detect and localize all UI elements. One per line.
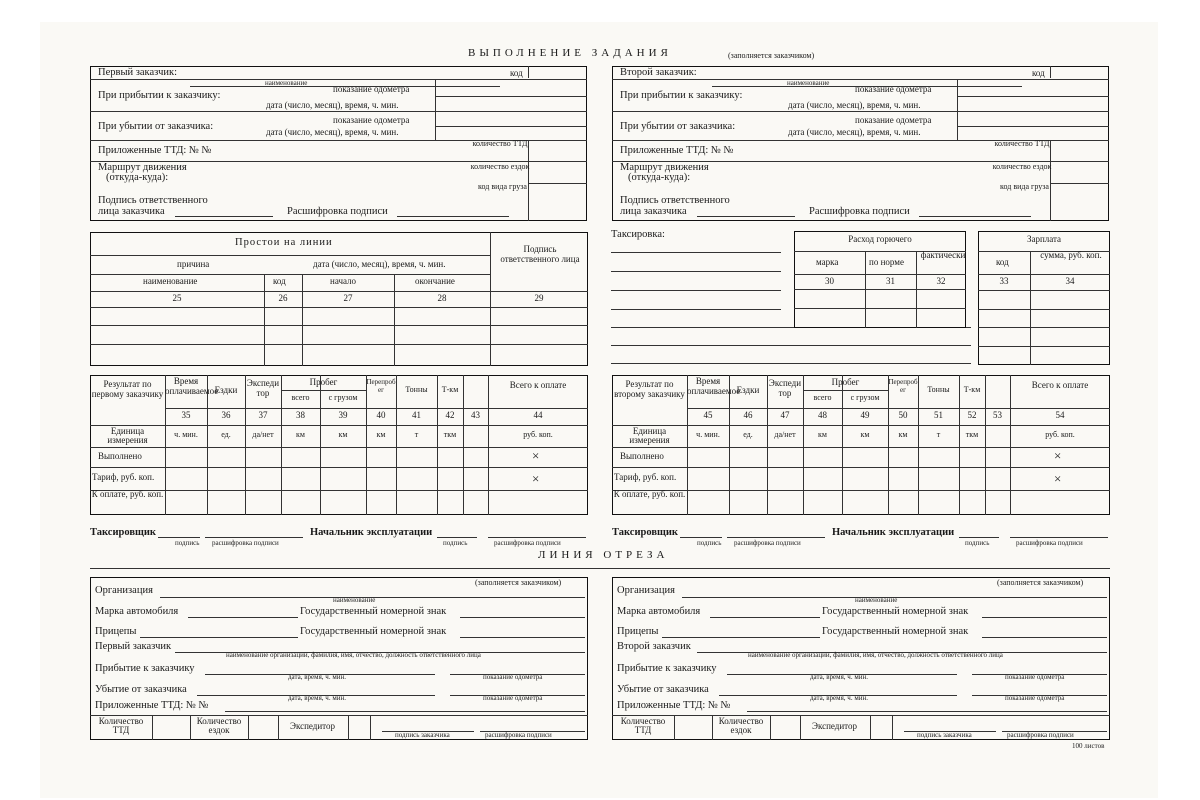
taxer-decode-input[interactable] bbox=[727, 527, 825, 538]
label-results-tons-72: Тонны bbox=[405, 385, 428, 394]
label-results-units-7-93: ткм bbox=[443, 430, 457, 439]
label-customer_left-trips_qty_label-33: количество ездок bbox=[992, 162, 1052, 171]
rule-line bbox=[528, 183, 587, 184]
label-coupon_left-decode-171: расшифровка подписи bbox=[485, 731, 552, 739]
label-salary-cols-1-63: 34 bbox=[1065, 276, 1075, 286]
label-results-cols_left-0-75: 35 bbox=[181, 410, 191, 420]
label-customer_left-trips_qty_label-15: количество ездок bbox=[470, 162, 530, 171]
label-coupon_left-decode-192: расшифровка подписи bbox=[1007, 731, 1074, 739]
label-downtime-start-44: начало bbox=[330, 276, 357, 286]
customer-signature-input-1[interactable] bbox=[175, 206, 273, 217]
label-customer_left-route_sub-14: (откуда-куда): bbox=[106, 172, 169, 183]
label-results-total-69: всего bbox=[291, 393, 310, 402]
label-signatures-signature-142: подпись bbox=[443, 539, 468, 547]
chief-signature-input[interactable] bbox=[437, 527, 477, 538]
chief-decode-input[interactable] bbox=[488, 527, 586, 538]
label-results-total-106: всего bbox=[813, 393, 832, 402]
label-customer_left-cargo_code_label-16: код вида груза bbox=[478, 182, 527, 191]
label-coupon_left-plate-176: Государственный номерной знак bbox=[822, 606, 969, 617]
label-signatures-taxer-144: Таксировщик bbox=[612, 527, 678, 538]
label-customer_left-datetime_label-28: дата (число, месяц), время, ч. мин. bbox=[788, 127, 921, 137]
label-results-units-2-125: да/нет bbox=[774, 430, 796, 439]
label-results-transport-71: Перепробег bbox=[366, 378, 396, 394]
label-results-with_cargo-70: с грузом bbox=[328, 393, 358, 402]
rule-line bbox=[90, 291, 588, 292]
results-values-2[interactable] bbox=[688, 448, 1008, 514]
rule-line bbox=[90, 344, 588, 345]
label-results-unit-122: Единица измерения bbox=[629, 426, 670, 446]
downtime-row[interactable] bbox=[91, 347, 587, 363]
label-customer_right-code_label-21: код bbox=[1032, 68, 1045, 78]
rule-line bbox=[90, 425, 588, 426]
label-results-expeditor-67: Экспедитор bbox=[246, 378, 280, 398]
label-customer_left-odometer_label-6: показание одометра bbox=[333, 84, 410, 94]
label-results-units-1-124: ед. bbox=[743, 430, 753, 439]
rule-line bbox=[978, 274, 1110, 275]
label-customer_left-route_label-13: Маршрут движения bbox=[98, 162, 187, 173]
label-signatures-decode-140: расшифровка подписи bbox=[212, 539, 279, 547]
label-results-mileage-105: Пробег bbox=[831, 377, 860, 387]
label-coupon_left-dt-185: дата, время, ч. мин. bbox=[810, 694, 868, 702]
coupon-ttd-input-2[interactable] bbox=[747, 701, 1107, 712]
label-results-mileage-68: Пробег bbox=[309, 377, 338, 387]
label-coupon_left-customer_sub-159: наименование организации, фамилия, имя, отчество, должность ответственного лица bbox=[226, 651, 481, 659]
label-results-to_pay-135: К оплате, руб. коп. bbox=[613, 489, 686, 499]
label-coupon_left-note-172: (заполняется заказчиком) bbox=[997, 578, 1084, 587]
label-results-done-133: Выполнено bbox=[620, 451, 664, 461]
cross-mark: × bbox=[1054, 448, 1062, 463]
label-signatures-decode-149: расшифровка подписи bbox=[1016, 539, 1083, 547]
label-results-units-5-91: км bbox=[376, 430, 386, 439]
column-line bbox=[674, 715, 675, 740]
label-results-done-96: Выполнено bbox=[98, 451, 142, 461]
label-customer_left-ttd_qty_label-12: количество ТТД bbox=[472, 139, 528, 148]
label-customer_left-sign_label2-36: лица заказчика bbox=[620, 206, 687, 217]
label-signatures-decode-143: расшифровка подписи bbox=[494, 539, 561, 547]
label-coupon_left-departure-184: Убытие от заказчика bbox=[617, 684, 709, 695]
column-line bbox=[152, 715, 153, 740]
label-customer_left-route_label-31: Маршрут движения bbox=[620, 162, 709, 173]
label-fuel-cols-0-56: 30 bbox=[825, 276, 834, 286]
rule-line bbox=[1050, 183, 1109, 184]
label-results-cols_left-3-78: 38 bbox=[296, 410, 305, 420]
label-customer_left-odometer_label-24: показание одометра bbox=[855, 84, 932, 94]
label-results-units-9-95: руб. коп. bbox=[523, 430, 553, 439]
label-results-units-4-90: км bbox=[338, 430, 348, 439]
salary-values[interactable] bbox=[979, 291, 1109, 363]
label-coupon_left-ttd_qty-167: Количество ТТД bbox=[98, 716, 144, 736]
label-coupon_left-note-151: (заполняется заказчиком) bbox=[475, 578, 562, 587]
label-results-cols_right-5-117: 50 bbox=[898, 410, 908, 420]
rule-line bbox=[281, 390, 366, 391]
column-line bbox=[892, 715, 893, 740]
label-results-transport-108: Перепробег bbox=[888, 378, 918, 394]
label-results-units-5-128: км bbox=[898, 430, 908, 439]
label-header-note-1: (заполняется заказчиком) bbox=[728, 51, 815, 60]
label-results-units-2-88: да/нет bbox=[252, 430, 274, 439]
label-results-units-0-123: ч. мин. bbox=[696, 430, 720, 439]
label-results-time-102: Время оплачиваемое bbox=[687, 376, 741, 396]
label-results-units-0-86: ч. мин. bbox=[174, 430, 198, 439]
label-coupon_left-org-152: Организация bbox=[95, 585, 153, 596]
label-coupon_left-org-173: Организация bbox=[617, 585, 675, 596]
label-results-units-4-127: км bbox=[860, 430, 870, 439]
label-results-to_pay-98: К оплате, руб. коп. bbox=[91, 489, 164, 499]
label-customer_left-sign_label2-18: лица заказчика bbox=[98, 206, 165, 217]
plate-input-1[interactable] bbox=[460, 607, 585, 618]
cross-mark: × bbox=[1054, 471, 1062, 486]
label-results-cols_right-0-112: 45 bbox=[703, 410, 713, 420]
label-results-tkm-73: Т-км bbox=[441, 385, 459, 394]
label-customer_left-route_sub-32: (откуда-куда): bbox=[628, 172, 691, 183]
column-line bbox=[248, 715, 249, 740]
rule-line bbox=[435, 96, 587, 97]
qty-divider bbox=[1050, 140, 1051, 221]
label-customer_left-ttd_qty_label-30: количество ТТД bbox=[994, 139, 1050, 148]
label-taxing-label-51: Таксировка: bbox=[611, 229, 665, 240]
label-coupon_left-odo-165: показание одометра bbox=[483, 694, 543, 702]
label-results-result_left-64: Результат по первому заказчику bbox=[91, 379, 164, 399]
label-results-tariff-97: Тариф, руб. коп. bbox=[92, 472, 155, 482]
label-customer_left-datetime_label-7: дата (число, месяц), время, ч. мин. bbox=[266, 100, 399, 110]
trailer-plate-input-2[interactable] bbox=[982, 627, 1107, 638]
label-results-tkm-110: Т-км bbox=[963, 385, 981, 394]
label-salary-title-59: Зарплата bbox=[1026, 234, 1062, 244]
label-results-cols_right-9-121: 54 bbox=[1055, 410, 1065, 420]
label-coupon_left-naimenovanie-153: наименование bbox=[333, 596, 376, 604]
label-signatures-chief-147: Начальник эксплуатации bbox=[832, 527, 955, 538]
label-results-cols_left-8-83: 43 bbox=[471, 410, 480, 420]
trailers-input-1[interactable] bbox=[140, 627, 298, 638]
rule-line bbox=[90, 307, 588, 308]
trailers-input-2[interactable] bbox=[662, 627, 820, 638]
label-results-units-6-92: т bbox=[414, 430, 419, 439]
label-results-units-9-132: руб. коп. bbox=[1045, 430, 1075, 439]
rule-line bbox=[794, 274, 966, 275]
label-downtime-datetime-41: дата (число, месяц), время, ч. мин. bbox=[313, 259, 446, 269]
label-customer_left-code_label-3: код bbox=[510, 68, 523, 78]
label-customer_left-arrival_label-5: При прибытии к заказчику: bbox=[98, 90, 221, 101]
label-results-units-6-129: т bbox=[936, 430, 941, 439]
label-results-units-3-126: км bbox=[818, 430, 827, 439]
label-coupon_left-customer_sub-180: наименование организации, фамилия, имя, отчество, должность ответственного лица bbox=[748, 651, 1003, 659]
rule-line bbox=[90, 255, 490, 256]
column-line bbox=[370, 715, 371, 740]
label-signatures-taxer-138: Таксировщик bbox=[90, 527, 156, 538]
label-coupon_left-odo-183: показание одометра bbox=[1005, 673, 1065, 681]
rule-line bbox=[612, 425, 1110, 426]
label-customer_left-odometer_label-9: показание одометра bbox=[333, 115, 410, 125]
label-downtime-cols-2-48: 27 bbox=[343, 293, 353, 303]
label-coupon_left-odo-162: показание одометра bbox=[483, 673, 543, 681]
label-results-units-3-89: км bbox=[296, 430, 305, 439]
label-customer_left-naimenovanie-4: наименование bbox=[265, 79, 308, 87]
label-coupon_left-sign-170: подпись заказчика bbox=[395, 731, 450, 739]
label-customer_left-name_label-2: Первый заказчик: bbox=[98, 67, 178, 78]
label-results-cols_right-8-120: 53 bbox=[993, 410, 1002, 420]
label-customer_left-naimenovanie-22: наименование bbox=[787, 79, 830, 87]
label-fuel-cols-2-58: 32 bbox=[936, 276, 946, 286]
label-results-cols_left-1-76: 36 bbox=[221, 410, 231, 420]
label-results-cols_left-2-77: 37 bbox=[258, 410, 268, 420]
label-downtime-code-43: код bbox=[273, 276, 286, 286]
label-customer_left-cargo_code_label-34: код вида груза bbox=[1000, 182, 1049, 191]
label-coupon_left-sign-191: подпись заказчика bbox=[917, 731, 972, 739]
label-coupon_left-dt-182: дата, время, ч. мин. bbox=[810, 673, 868, 681]
label-salary-cols-0-62: 33 bbox=[999, 276, 1009, 286]
label-fuel-cols-1-57: 31 bbox=[886, 276, 895, 286]
label-results-cols_right-4-116: 49 bbox=[860, 410, 870, 420]
cross-mark: × bbox=[532, 448, 540, 463]
label-downtime-cols-1-47: 26 bbox=[278, 293, 288, 303]
label-signatures-signature-148: подпись bbox=[965, 539, 990, 547]
taxer-decode-input[interactable] bbox=[205, 527, 303, 538]
rule-line bbox=[165, 408, 588, 409]
label-signatures-signature-139: подпись bbox=[175, 539, 200, 547]
label-results-tariff-134: Тариф, руб. коп. bbox=[614, 472, 677, 482]
label-customer_left-sign_label1-17: Подпись ответственного bbox=[98, 195, 208, 206]
label-results-total_pay-111: Всего к оплате bbox=[1031, 380, 1089, 390]
plate-input-2[interactable] bbox=[982, 607, 1107, 618]
downtime-row[interactable] bbox=[91, 328, 587, 344]
label-coupon_left-expeditor-190: Экспедитор bbox=[812, 721, 857, 731]
label-fuel-norm-54: по норме bbox=[869, 257, 904, 267]
label-coupon_left-arrival-160: Прибытие к заказчику bbox=[95, 663, 195, 674]
label-customer_left-departure_label-8: При убытии от заказчика: bbox=[98, 121, 214, 132]
label-coupon_left-naimenovanie-174: наименование bbox=[855, 596, 898, 604]
label-downtime-end-45: окончание bbox=[415, 276, 455, 286]
label-customer_left-decode_label-37: Расшифровка подписи bbox=[809, 206, 910, 217]
label-signatures-signature-145: подпись bbox=[697, 539, 722, 547]
label-customer_right-name_label-20: Второй заказчик: bbox=[620, 67, 697, 78]
customer-decode-input-2[interactable] bbox=[919, 206, 1031, 217]
label-downtime-cols-3-49: 28 bbox=[437, 293, 447, 303]
taxer-signature-input[interactable] bbox=[158, 527, 200, 538]
label-results-cols_left-9-84: 44 bbox=[533, 410, 543, 420]
label-customer_left-ttd_label-29: Приложенные ТТД: № № bbox=[620, 145, 734, 156]
label-downtime-cols-4-50: 29 bbox=[534, 293, 544, 303]
label-coupon_left-dt-161: дата, время, ч. мин. bbox=[288, 673, 346, 681]
departure-odometer-input-1[interactable] bbox=[436, 111, 586, 139]
label-coupon_left-customer-158: Первый заказчик bbox=[95, 641, 172, 652]
rule-line bbox=[957, 96, 1109, 97]
label-customer_left-departure_label-26: При убытии от заказчика: bbox=[620, 121, 736, 132]
label-signatures-decode-146: расшифровка подписи bbox=[734, 539, 801, 547]
column-line bbox=[348, 715, 349, 740]
label-results-unit-85: Единица измерения bbox=[107, 426, 148, 446]
column-line bbox=[488, 375, 489, 515]
label-salary-code-60: код bbox=[996, 257, 1009, 267]
label-results-tons-109: Тонны bbox=[927, 385, 950, 394]
label-customer_left-arrival_label-23: При прибытии к заказчику: bbox=[620, 90, 743, 101]
waybill-sheet bbox=[40, 22, 1158, 798]
label-customer_left-sign_label1-35: Подпись ответственного bbox=[620, 195, 730, 206]
label-coupon_left-plate-155: Государственный номерной знак bbox=[300, 606, 447, 617]
rule-line bbox=[90, 274, 490, 275]
label-salary-sum-61: сумма, руб. коп. bbox=[1040, 250, 1102, 260]
rule-line bbox=[687, 408, 1110, 409]
label-coupon_left-car-154: Марка автомобиля bbox=[95, 606, 179, 617]
label-downtime-name-42: наименование bbox=[143, 276, 198, 286]
label-results-units-7-130: ткм bbox=[965, 430, 979, 439]
rule-line bbox=[612, 715, 1110, 716]
label-cut_line-150: ЛИНИЯ ОТРЕЗА bbox=[538, 549, 669, 561]
label-results-trips-103: Ездки bbox=[736, 385, 760, 395]
label-footer-193: 100 листов bbox=[1072, 742, 1105, 750]
label-coupon_left-trailers-156: Прицепы bbox=[95, 626, 137, 637]
label-results-cols_right-3-115: 48 bbox=[818, 410, 827, 420]
label-coupon_left-dt-164: дата, время, ч. мин. bbox=[288, 694, 346, 702]
customer-signature-input-2[interactable] bbox=[697, 206, 795, 217]
rule-line bbox=[90, 715, 588, 716]
label-customer_left-ttd_label-11: Приложенные ТТД: № № bbox=[98, 145, 212, 156]
column-line bbox=[770, 715, 771, 740]
chief-signature-input[interactable] bbox=[959, 527, 999, 538]
label-fuel-brand-53: марка bbox=[816, 257, 839, 267]
column-line bbox=[870, 715, 871, 740]
label-results-cols_right-7-119: 52 bbox=[967, 410, 977, 420]
label-results-total_pay-74: Всего к оплате bbox=[509, 380, 567, 390]
label-customer_left-datetime_label-25: дата (число, месяц), время, ч. мин. bbox=[788, 100, 921, 110]
arrival-odometer-input-2[interactable] bbox=[958, 80, 1108, 110]
label-customer_left-odometer_label-27: показание одометра bbox=[855, 115, 932, 125]
label-results-cols_right-6-118: 51 bbox=[934, 410, 943, 420]
label-coupon_left-car-175: Марка автомобиля bbox=[617, 606, 701, 617]
rule-line bbox=[90, 325, 588, 326]
column-line bbox=[278, 715, 279, 740]
label-results-cols_left-5-80: 40 bbox=[376, 410, 386, 420]
label-coupon_left-odo-186: показание одометра bbox=[1005, 694, 1065, 702]
customer-decode-input-1[interactable] bbox=[397, 206, 509, 217]
arrival-odometer-input-1[interactable] bbox=[436, 80, 586, 110]
label-coupon_left-expeditor-169: Экспедитор bbox=[290, 721, 335, 731]
car-input-1[interactable] bbox=[188, 607, 298, 618]
results-values-1[interactable] bbox=[166, 448, 486, 514]
fuel-values[interactable] bbox=[795, 290, 965, 327]
label-coupon_left-plate-178: Государственный номерной знак bbox=[822, 626, 969, 637]
qty-divider bbox=[528, 140, 529, 221]
rule-line bbox=[803, 390, 888, 391]
trailer-plate-input-1[interactable] bbox=[460, 627, 585, 638]
downtime-row[interactable] bbox=[91, 309, 587, 325]
label-results-cols_right-1-113: 46 bbox=[743, 410, 753, 420]
label-coupon_left-trailers-177: Прицепы bbox=[617, 626, 659, 637]
label-downtime-signature-39: Подпись ответственного лица bbox=[500, 244, 580, 265]
label-customer_left-datetime_label-10: дата (число, месяц), время, ч. мин. bbox=[266, 127, 399, 137]
label-coupon_left-departure-163: Убытие от заказчика bbox=[95, 684, 187, 695]
label-customer_left-decode_label-19: Расшифровка подписи bbox=[287, 206, 388, 217]
label-coupon_left-trips_qty-189: Количество ездок bbox=[718, 716, 764, 736]
label-results-with_cargo-107: с грузом bbox=[850, 393, 880, 402]
label-coupon_left-arrival-181: Прибытие к заказчику bbox=[617, 663, 717, 674]
label-downtime-title-38: Простои на линии bbox=[235, 237, 333, 248]
label-header-title-0: ВЫПОЛНЕНИЕ ЗАДАНИЯ bbox=[468, 47, 672, 59]
chief-decode-input[interactable] bbox=[1010, 527, 1108, 538]
label-results-cols_left-6-81: 41 bbox=[412, 410, 421, 420]
cut-line bbox=[90, 568, 1110, 569]
label-results-units-1-87: ед. bbox=[221, 430, 231, 439]
label-results-cols_left-4-79: 39 bbox=[338, 410, 348, 420]
label-results-time-65: Время оплачиваемое bbox=[165, 376, 219, 396]
label-results-expeditor-104: Экспедитор bbox=[768, 378, 802, 398]
label-coupon_left-trips_qty-168: Количество ездок bbox=[196, 716, 242, 736]
label-coupon_left-ttd-187: Приложенные ТТД: № № bbox=[617, 700, 731, 711]
label-results-result_right-101: Результат по второму заказчику bbox=[614, 379, 685, 399]
departure-odometer-input-2[interactable] bbox=[958, 111, 1108, 139]
label-fuel-actual-55: фактически bbox=[920, 250, 966, 260]
label-coupon_left-plate-157: Государственный номерной знак bbox=[300, 626, 447, 637]
column-line bbox=[800, 715, 801, 740]
label-results-cols_left-7-82: 42 bbox=[445, 410, 455, 420]
label-coupon_left-ttd-166: Приложенные ТТД: № № bbox=[95, 700, 209, 711]
car-input-2[interactable] bbox=[710, 607, 820, 618]
label-downtime-reason-40: причина bbox=[177, 259, 210, 269]
label-results-trips-66: Ездки bbox=[214, 385, 238, 395]
column-line bbox=[1010, 375, 1011, 515]
cross-mark: × bbox=[532, 471, 540, 486]
label-coupon_right-customer-179: Второй заказчик bbox=[617, 641, 691, 652]
taxer-signature-input[interactable] bbox=[680, 527, 722, 538]
label-coupon_left-ttd_qty-188: Количество ТТД bbox=[620, 716, 666, 736]
coupon-ttd-input-1[interactable] bbox=[225, 701, 585, 712]
label-downtime-cols-0-46: 25 bbox=[172, 293, 182, 303]
label-results-cols_right-2-114: 47 bbox=[780, 410, 790, 420]
label-signatures-chief-141: Начальник эксплуатации bbox=[310, 527, 433, 538]
label-fuel-title-52: Расход горючего bbox=[848, 234, 912, 244]
